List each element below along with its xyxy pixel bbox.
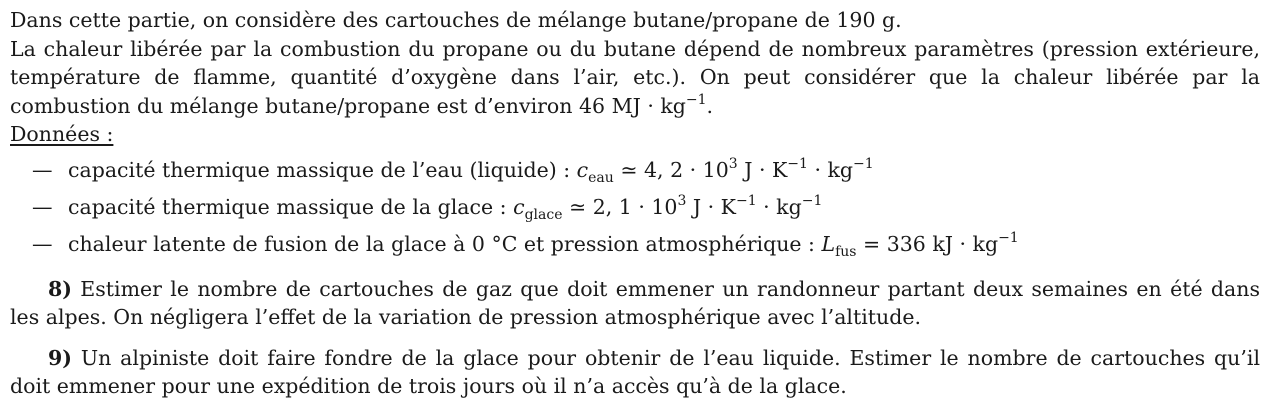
donnees-item-text: capacité thermique massique de la glace : — [68, 194, 514, 219]
math-symbol: c — [576, 157, 589, 182]
math-relation: = 336 kJ · kg — [856, 231, 999, 256]
math-power: 3 — [677, 192, 687, 209]
math-unit: · kg — [756, 194, 802, 219]
donnees-item-glace — [10, 192, 1260, 229]
intro-line: Dans cette partie, on considère des cartouches de mélange butane/propane de 190 g. — [10, 8, 902, 32]
heat-value: 46 MJ · kg — [579, 93, 686, 118]
math-unit-exponent: −1 — [735, 192, 757, 209]
math-unit-exponent: −1 — [801, 192, 823, 209]
question-text: Estimer le nombre de cartouches de gaz que doit emmener un randonneur partant deux semaines en été dans les alpes. On négligera l’effet de la variation de pression atmosphérique avec l’altitude. — [10, 276, 1260, 329]
math-unit-exponent: −1 — [853, 155, 874, 172]
donnees-heading-text: Données : — [10, 122, 114, 146]
math-subscript: fus — [835, 243, 857, 260]
intro-paragraph-text: La chaleur libérée par la combustion du propane ou du butane dépend de nombreux paramètres (pression extérieure, température de flamme, quantité d’oxygène dans l’air, etc.). On peut considérer que la chaleur libérée par la combustion du mélange butane/propane est d’environ — [10, 36, 1260, 118]
math-unit-exponent: −1 — [787, 155, 808, 172]
math-unit: · kg — [807, 157, 854, 182]
math-symbol: c — [513, 194, 525, 219]
list-dash: — — [32, 194, 53, 219]
donnees-item-fusion — [10, 229, 1260, 266]
donnees-item-eau — [10, 155, 1260, 192]
math-relation: ≃ 2, 1 · 10 — [562, 194, 678, 219]
question-9 — [10, 344, 1260, 401]
donnees-heading — [10, 120, 1260, 149]
question-text: Un alpiniste doit faire fondre de la glace pour obtenir de l’eau liquide. Estimer le nombre de cartouches qu’il doit emmener pour une expédition de trois jours où il n’a accès qu’à de la glace. — [10, 345, 1260, 398]
list-dash: — — [32, 231, 53, 256]
math-power: 3 — [728, 155, 738, 172]
question-number: 8) — [48, 276, 72, 301]
math-subscript: eau — [588, 169, 614, 186]
question-number: 9) — [48, 345, 72, 370]
list-dash: — — [32, 157, 53, 182]
donnees-item-text: chaleur latente de fusion de la glace à 0 °C et pression atmosphérique : — [68, 231, 822, 256]
math-unit: J · K — [686, 194, 736, 219]
donnees-list — [10, 155, 1260, 266]
math-unit-exponent: −1 — [998, 229, 1019, 246]
question-8 — [10, 275, 1260, 332]
math-subscript: glace — [524, 206, 563, 223]
donnees-item-text: capacité thermique massique de l’eau (liquide) : — [68, 157, 577, 182]
math-symbol: L — [821, 231, 836, 256]
math-relation: ≃ 4, 2 · 10 — [613, 157, 729, 182]
intro-paragraph-end: . — [706, 93, 714, 118]
intro-paragraph — [10, 35, 1260, 121]
heat-value-exponent: −1 — [685, 91, 707, 108]
math-unit: J · K — [737, 157, 788, 182]
